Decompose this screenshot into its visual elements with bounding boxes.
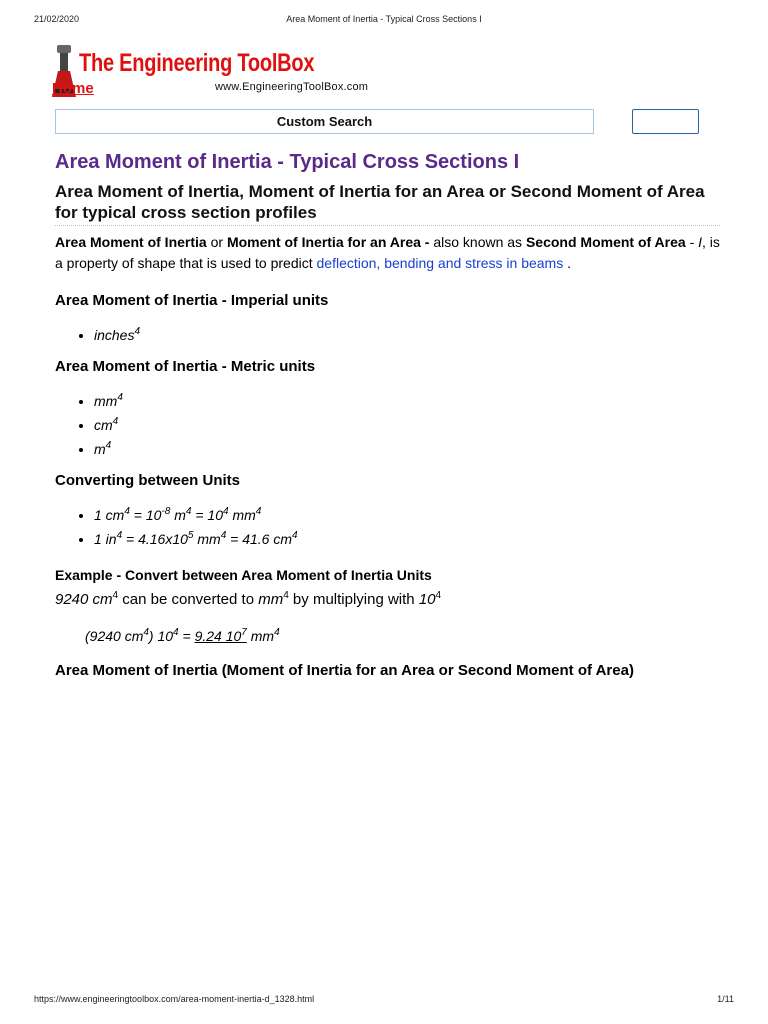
- list-item: • $m^4$: [94, 437, 720, 461]
- print-date: 21/02/2020: [34, 14, 80, 24]
- print-doc-title: Area Moment of Inertia - Typical Cross Sections I: [286, 14, 482, 24]
- search-label: Custom Search: [276, 114, 373, 129]
- page-number: 1/11: [717, 994, 734, 1004]
- site-brand[interactable]: The Engineering ToolBox: [79, 49, 315, 77]
- article: [55, 149, 720, 681]
- convert-heading: Converting between Units: [55, 472, 241, 489]
- example-heading: Example - Convert between Area Moment of Inertia Units: [55, 567, 432, 583]
- example-text: 9240 $cm^4$ can be converted to $mm^4$ by multiplying with $10^4$: [55, 590, 442, 608]
- list-item: • $cm^4$: [94, 413, 720, 437]
- list-item: • inches$^4$: [94, 323, 720, 347]
- article-subtitle: Area Moment of Inertia, Moment of Inertia for an Area or Second Moment of Area for typical cross section profiles: [55, 181, 720, 226]
- page-title: Area Moment of Inertia - Typical Cross Sections I: [55, 151, 520, 173]
- imperial-heading: Area Moment of Inertia - Imperial units: [55, 292, 329, 309]
- metric-list: [55, 389, 720, 461]
- list-item: • 1 $cm^4 = 10^{-8}$ $m^4 = 10^4$ $mm^4$: [94, 503, 720, 527]
- convert-list: [55, 503, 720, 551]
- search-input[interactable]: [55, 109, 594, 134]
- home-link[interactable]: Home: [52, 80, 94, 97]
- example-calculation: (9240 $cm^4$) $10^4 = 9.24$ $10^7$ $mm^4$: [85, 627, 280, 644]
- section-heading: Area Moment of Inertia (Moment of Inertia for an Area or Second Moment of Area): [55, 662, 634, 679]
- imperial-list: [55, 323, 720, 347]
- intro-paragraph: Area Moment of Inertia or Moment of Inertia for an Area - also known as Second Moment of Area - I, is a property of shape that is used to predict deflection, bending and stress in beams .: [55, 234, 720, 271]
- search-button[interactable]: [632, 109, 699, 134]
- list-item: • 1 $in^4 = 4.16x10^5$ $mm^4 = 41.6$ $cm^4$: [94, 527, 720, 551]
- deflection-link[interactable]: deflection, bending and stress in beams: [316, 255, 564, 271]
- site-url[interactable]: www.EngineeringToolBox.com: [215, 81, 369, 93]
- list-item: • $mm^4$: [94, 389, 720, 413]
- metric-heading: Area Moment of Inertia - Metric units: [55, 358, 316, 375]
- footer-url: https://www.engineeringtoolbox.com/area-moment-inertia-d_1328.html: [34, 994, 315, 1004]
